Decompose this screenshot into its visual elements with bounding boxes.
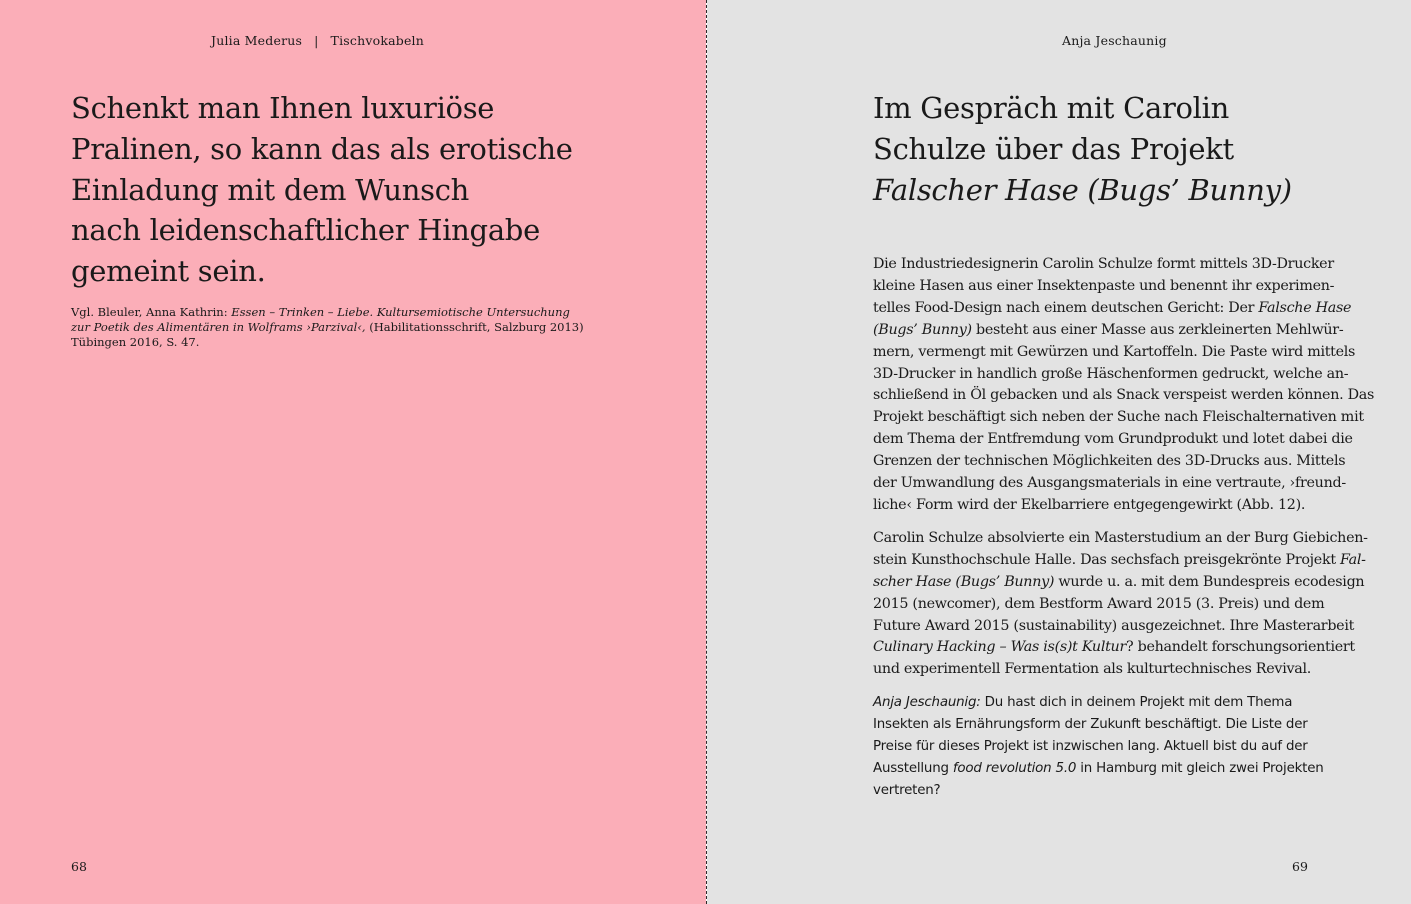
heading-line: Im Gespräch mit Carolin xyxy=(873,91,1230,125)
footnote-title: zur Poetik des Alimentären in Wolframs ›Parzival‹, xyxy=(71,320,366,334)
header-author: Anja Jeschaunig xyxy=(1062,33,1167,48)
heading-line: Schulze über das Projekt xyxy=(873,131,1234,166)
header-title: Tischvokabeln xyxy=(330,33,425,48)
running-header-left xyxy=(211,33,424,48)
pull-quote xyxy=(71,88,573,292)
footnote-suffix: (Habilitationsschrift, Salzburg 2013) xyxy=(365,320,584,334)
footnote-title: Essen – Trinken – Liebe. Kultursemiotische Untersuchung xyxy=(231,305,570,319)
quote-line: gemeint sein. xyxy=(71,254,266,289)
footnote-prefix: Vgl. Bleuler, Anna Kathrin: xyxy=(71,305,232,319)
footnote xyxy=(71,305,584,350)
interviewer-name: Anja Jeschaunig: xyxy=(873,695,981,711)
right-page xyxy=(707,0,1411,904)
article-heading xyxy=(873,88,1343,210)
quote-line: Schenkt man Ihnen luxuriöse xyxy=(71,91,495,125)
page-number-left: 68 xyxy=(71,859,87,874)
interview-question: Anja Jeschaunig: Du hast dich in deinem Projekt mit dem Thema Insekten als Ernährungsform der Zukunft beschäftigt. Die Liste der Preise für dieses Projekt ist inzwischen lang. Aktuell bist du auf der Ausstellung food revolution 5.0 in Hamburg mit gleich zwei Projekten vertreten? xyxy=(873,695,1324,798)
quote-line: nach leidenschaftlicher Hingabe xyxy=(71,213,540,248)
quote-line: Pralinen, so kann das als erotische xyxy=(71,131,573,166)
header-author: Julia Mederus xyxy=(211,33,303,48)
paragraph-biography: Carolin Schulze absolvierte ein Masterstudium an der Burg Giebichen- stein Kunsthochschule Halle. Das sechsfach preisgekrönte Projekt Fal- scher Hase (Bugs’ Bunny) wurde u. a. mit dem Bundespreis ecodesign 2015 (newcomer), dem Bestform Award 2015 (3. Preis) und dem Future Award 2015 (sustainability) ausgezeichnet. Ihre Masterarbeit Culinary Hacking – Was is(s)t Kultur? behandelt forschungsorientiert und experimentell Fermentation als kulturtechnisches Revival. xyxy=(873,529,1368,678)
page-number-right: 69 xyxy=(1292,859,1308,874)
paragraph-intro: Die Industriedesignerin Carolin Schulze formt mittels 3D-Drucker kleine Hasen aus einer Insektenpaste und benennt ihr experimen- telles Food-Design nach einem deutschen Gericht: Der Falsche Hase (Bugs’ Bunny) besteht aus einer Masse aus zerkleinerten Mehlwür- mern, vermengt mit Gewürzen und Kartoffeln. Die Paste wird mittels 3D-Drucker in handlich große Häschenformen gedruckt, welche an- schließend in Öl gebacken und als Snack verspeist werden können. Das Projekt beschäftigt sich neben der Suche nach Fleischalternativen mit dem Thema der Entfremdung vom Grundprodukt und lotet dabei die Grenzen der technischen Möglichkeiten des 3D-Drucks aus. Mittels der Umwandlung des Ausgangsmaterials in eine vertraute, ›freund- liche‹ Form wird der Ekelbarriere entgegengewirkt (Abb. 12). xyxy=(873,256,1375,513)
article-body xyxy=(873,254,1375,813)
heading-project-title: Falscher Hase (Bugs’ Bunny) xyxy=(873,172,1292,207)
quote-line: Einladung mit dem Wunsch xyxy=(71,172,470,207)
header-separator: | xyxy=(314,33,319,48)
running-header-right xyxy=(1062,33,1167,48)
footnote-publication: Tübingen 2016, S. 47. xyxy=(71,335,200,349)
